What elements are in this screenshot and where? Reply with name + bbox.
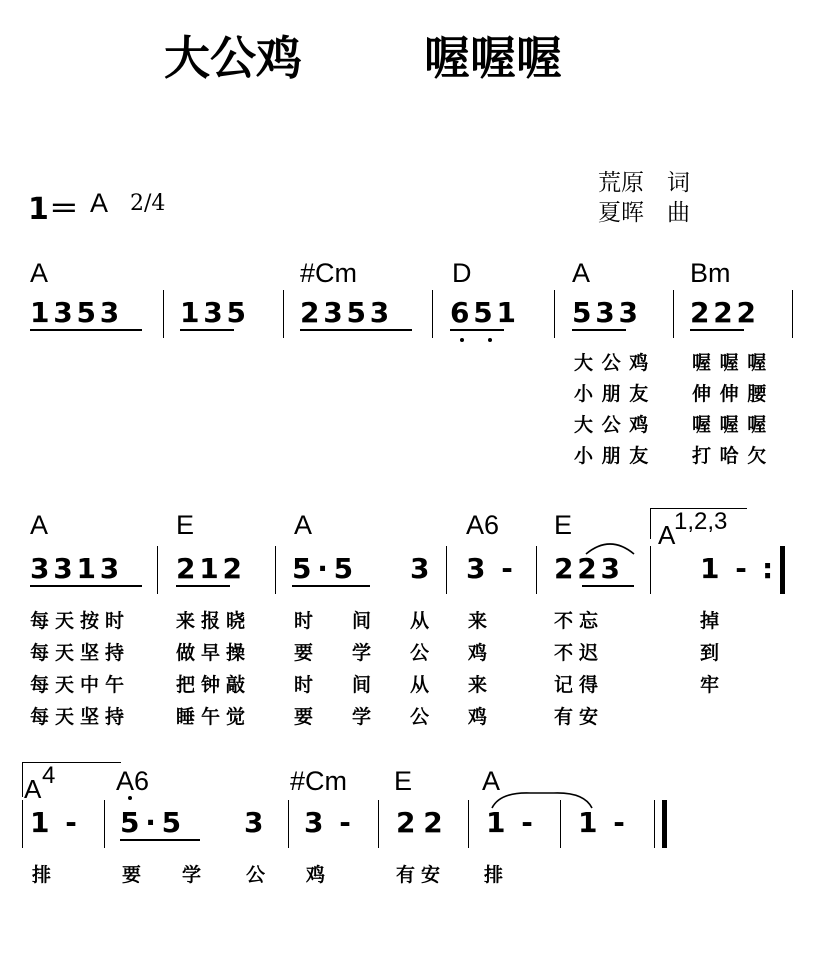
lyric-syllables: 睡午觉 — [176, 706, 252, 728]
beam-underline — [176, 585, 230, 587]
chord: E — [394, 766, 413, 796]
beam-underline — [572, 329, 626, 331]
lyric-syllables: 要 — [122, 864, 142, 886]
chord: A — [30, 510, 49, 540]
measure-notes: 2 1 2 — [176, 552, 242, 585]
bar-line — [22, 800, 23, 848]
beam-underline — [450, 329, 504, 331]
measure-notes: 3 - — [304, 806, 351, 839]
lyric-syllables: 要 — [294, 706, 314, 728]
lyric-syllables: 每天按时 — [30, 610, 131, 632]
beam-underline — [30, 585, 142, 587]
measure-notes: 3 — [244, 806, 264, 839]
lyric-syllables: 大 公 鸡 — [574, 414, 649, 436]
bar-line — [378, 800, 379, 848]
chord: E — [176, 510, 195, 540]
bar-line — [288, 800, 289, 848]
lyric-syllables: 记得 — [554, 674, 605, 696]
lyric-syllables: 喔 喔 喔 — [692, 352, 767, 374]
lyric-syllables: 公 — [410, 642, 430, 664]
lyric-syllables: 间 — [352, 610, 372, 632]
bar-line — [792, 290, 793, 338]
volta-chord: A — [658, 520, 676, 550]
lyric-syllables: 不忘 — [554, 610, 605, 632]
lyric-syllables: 来 — [468, 610, 488, 632]
lyric-syllables: 学 — [352, 706, 372, 728]
bar-line — [650, 546, 651, 594]
song-title: 大公鸡 — [164, 31, 302, 85]
measure-notes: 1 - — [700, 552, 747, 585]
lyric-syllables: 从 — [410, 610, 430, 632]
bar-line — [163, 290, 164, 338]
lyric-syllables: 到 — [700, 642, 720, 664]
chord: A — [30, 258, 49, 288]
lyric-syllables: 伸 伸 腰 — [692, 383, 767, 405]
key-signature: 1＝ — [28, 192, 79, 227]
bar-line — [560, 800, 561, 848]
lyric-syllables: 要 — [294, 642, 314, 664]
lyric-syllables: 排 — [484, 864, 504, 886]
chord: A — [482, 766, 501, 796]
lyric-syllables: 有安 — [554, 706, 605, 728]
chord: A6 — [466, 510, 500, 540]
song-subtitle: 喔喔喔 — [424, 31, 562, 85]
low-octave-dot — [488, 338, 492, 342]
volta-label: 4 — [42, 762, 56, 789]
measure-notes: 3 — [410, 552, 430, 585]
lyric-syllables: 时 — [294, 674, 314, 696]
measure-notes: 2 2 — [396, 806, 443, 839]
tie — [490, 790, 594, 810]
lyric-syllables: 把钟敲 — [176, 674, 252, 696]
slur — [584, 538, 636, 556]
lyric-syllables: 时 — [294, 610, 314, 632]
bar-line — [104, 800, 105, 848]
lyric-syllables: 公 — [246, 864, 266, 886]
measure-notes: 2 2 2 — [690, 296, 756, 329]
lyric-syllables: 每天坚持 — [30, 706, 131, 728]
lyric-syllables: 大 公 鸡 — [574, 352, 649, 374]
beam-underline — [582, 585, 634, 587]
lyric-syllables: 小 朋 友 — [574, 383, 649, 405]
repeat-sign: : — [762, 552, 774, 585]
repeat-end-bar — [780, 546, 785, 594]
lyric-syllables: 每天坚持 — [30, 642, 131, 664]
lyric-syllables: 排 — [32, 864, 52, 886]
bar-line — [468, 800, 469, 848]
chord: E — [554, 510, 573, 540]
beam-underline — [690, 329, 744, 331]
bar-line — [536, 546, 537, 594]
lyric-syllables: 掉 — [700, 610, 720, 632]
measure-notes: 1 - — [486, 806, 533, 839]
beam-underline — [120, 839, 200, 841]
key-note: A — [90, 188, 109, 218]
chord: A — [572, 258, 591, 288]
lyric-syllables: 来报晓 — [176, 610, 252, 632]
beam-underline — [300, 329, 412, 331]
bar-line — [432, 290, 433, 338]
measure-notes: 1 3 5 — [180, 296, 246, 329]
bar-line — [554, 290, 555, 338]
measure-notes: 3 3 1 3 — [30, 552, 120, 585]
bar-line — [283, 290, 284, 338]
lyric-syllables: 小 朋 友 — [574, 445, 649, 467]
bar-line — [157, 546, 158, 594]
bar-line — [446, 546, 447, 594]
chord: #Cm — [300, 258, 358, 288]
chord: A — [294, 510, 313, 540]
chord: A6 — [116, 766, 150, 796]
measure-notes: 1 - — [30, 806, 77, 839]
measure-notes: 3 - — [466, 552, 513, 585]
lyric-syllables: 来 — [468, 674, 488, 696]
chord: #Cm — [290, 766, 348, 796]
time-signature: 2/4 — [130, 191, 166, 216]
beam-underline — [180, 329, 234, 331]
lyric-syllables: 做早操 — [176, 642, 252, 664]
volta-label: 1,2,3 — [674, 508, 728, 535]
bar-line — [673, 290, 674, 338]
lyric-syllables: 打 哈 欠 — [692, 445, 767, 467]
chord: D — [452, 258, 472, 288]
lyricist-credit: 荒原 词 — [598, 170, 690, 196]
lyric-syllables: 有安 — [396, 864, 447, 886]
measure-notes: 5 · 5 — [292, 552, 354, 585]
final-thick-bar — [662, 800, 667, 848]
lyric-syllables: 学 — [352, 642, 372, 664]
measure-notes: 5 3 3 — [572, 296, 638, 329]
beam-underline — [30, 329, 142, 331]
lyric-syllables: 学 — [182, 864, 202, 886]
volta-chord: A — [24, 774, 42, 804]
final-thin-bar — [654, 800, 655, 848]
lyric-syllables: 每天中午 — [30, 674, 131, 696]
lyric-syllables: 喔 喔 喔 — [692, 414, 767, 436]
measure-notes: 2 2 3 — [554, 552, 620, 585]
lyric-syllables: 从 — [410, 674, 430, 696]
lyric-syllables: 不迟 — [554, 642, 605, 664]
high-octave-dot — [128, 796, 132, 800]
measure-notes: 1 3 5 3 — [30, 296, 120, 329]
low-octave-dot — [460, 338, 464, 342]
measure-notes: 6 5 1 — [450, 296, 516, 329]
bar-line — [275, 546, 276, 594]
lyric-syllables: 鸡 — [468, 706, 488, 728]
lyric-syllables: 鸡 — [468, 642, 488, 664]
lyric-syllables: 间 — [352, 674, 372, 696]
lyric-syllables: 鸡 — [306, 864, 326, 886]
measure-notes: 5 · 5 — [120, 806, 182, 839]
measure-notes: 2 3 5 3 — [300, 296, 390, 329]
beam-underline — [292, 585, 370, 587]
measure-notes: 1 - — [578, 806, 625, 839]
lyric-syllables: 公 — [410, 706, 430, 728]
chord: Bm — [690, 258, 731, 288]
composer-credit: 夏晖 曲 — [598, 200, 690, 226]
lyric-syllables: 牢 — [700, 674, 720, 696]
